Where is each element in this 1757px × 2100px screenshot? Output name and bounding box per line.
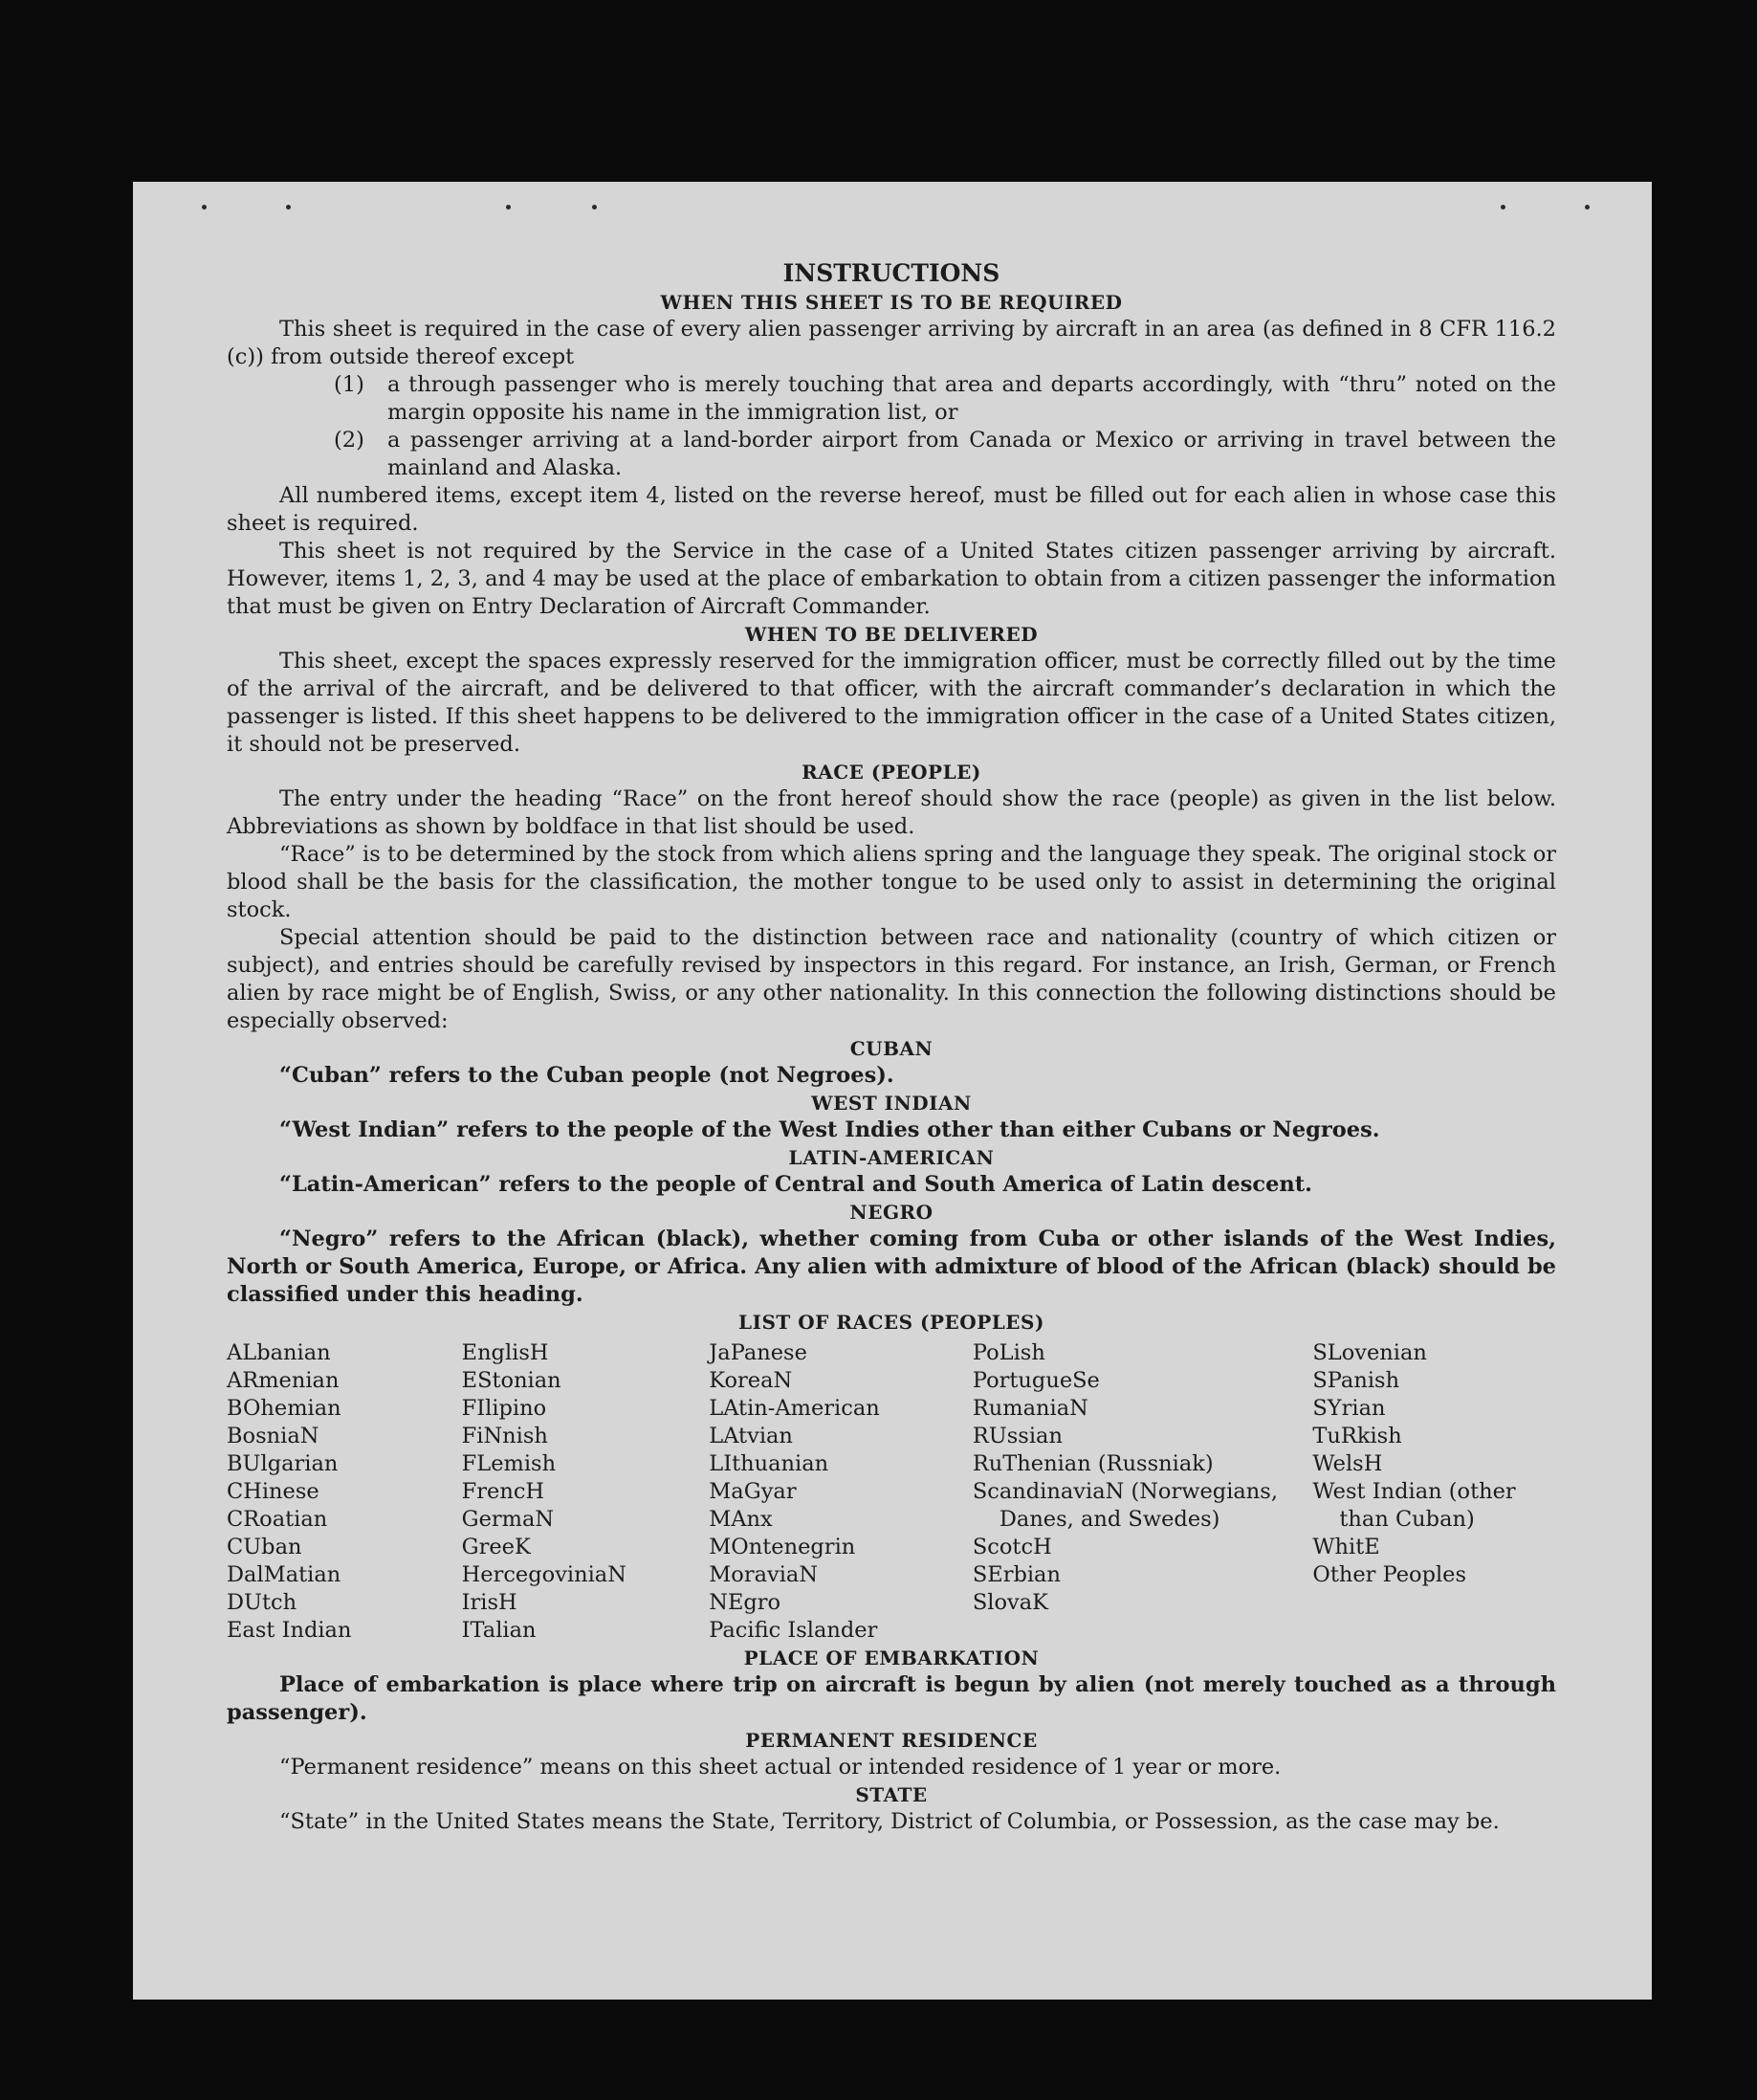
race-item: RUssian	[972, 1424, 1063, 1448]
race-item: LAtvian	[709, 1424, 793, 1448]
punch-hole-dot	[1585, 205, 1590, 210]
paragraph: The entry under the heading “Race” on the front hereof should show the race (people) as given in the list below. Abbreviations as shown by boldface in that list should be used.	[227, 786, 1556, 839]
race-item: MOntenegrin	[709, 1535, 856, 1559]
race-item: CRoatian	[227, 1507, 328, 1532]
race-item: GreeK	[461, 1535, 531, 1559]
list-item	[227, 371, 1556, 427]
race-item: West Indian (other than Cuban)	[1312, 1479, 1516, 1532]
race-item: BOhemian	[227, 1396, 341, 1421]
race-item: FiNnish	[461, 1424, 548, 1448]
race-item: SPanish	[1312, 1368, 1400, 1393]
section-heading-race: RACE (PEOPLE)	[802, 761, 981, 784]
race-item: PortugueSe	[972, 1368, 1100, 1393]
paragraph: “Race” is to be determined by the stock from which aliens spring and the language they speak. The original stock or blood shall be the basis for the classification, the mother tongue to be used only to assist in determining the original stock.	[227, 842, 1556, 922]
race-item: SLovenian	[1312, 1340, 1427, 1365]
paragraph: “State” in the United States means the State, Territory, District of Columbia, or Possession, as the case may be.	[279, 1809, 1500, 1834]
race-item: ALbanian	[227, 1340, 331, 1365]
race-item: ScandinaviaN (Norwegians, Danes, and Swedes)	[972, 1479, 1278, 1532]
paragraph: “Cuban” refers to the Cuban people (not Negroes).	[279, 1063, 894, 1088]
race-item: RumaniaN	[972, 1396, 1088, 1421]
race-item: FLemish	[461, 1451, 557, 1476]
race-item: WelsH	[1312, 1451, 1383, 1476]
race-item: GermaN	[461, 1507, 555, 1532]
punch-hole-dot	[1501, 205, 1505, 210]
paragraph: “Permanent residence” means on this sheet actual or intended residence of 1 year or more.	[279, 1755, 1282, 1779]
race-item: KoreaN	[709, 1368, 793, 1393]
list-item-text: a passenger arriving at a land-border airport from Canada or Mexico or arriving in travel between the mainland and Alaska.	[387, 428, 1556, 480]
race-item: JaPanese	[709, 1340, 807, 1365]
section-heading-when-delivered: WHEN TO BE DELIVERED	[744, 623, 1039, 646]
punch-hole-dot	[202, 205, 207, 210]
race-item: Pacific Islander	[709, 1618, 878, 1643]
races-column	[1312, 1339, 1556, 1645]
race-item: SYrian	[1312, 1396, 1386, 1421]
page-title: INSTRUCTIONS	[782, 259, 1000, 287]
section-heading-list-of-races: LIST OF RACES (PEOPLES)	[738, 1311, 1044, 1334]
races-list	[227, 1339, 1556, 1645]
punch-hole-dot	[506, 205, 511, 210]
paragraph: “West Indian” refers to the people of the West Indies other than either Cubans or Negroes.	[279, 1117, 1380, 1142]
paragraph: “Negro” refers to the African (black), whether coming from Cuba or other islands of the West Indies, North or South America, Europe, or Africa. Any alien with admixture of blood of the African (black) should be classified under this heading.	[227, 1227, 1556, 1307]
list-item	[227, 427, 1556, 482]
race-item: ScotcH	[972, 1535, 1052, 1559]
race-item: RuThenian (Russniak)	[972, 1451, 1214, 1476]
race-item: FIlipino	[461, 1396, 547, 1421]
race-item: Other Peoples	[1312, 1562, 1467, 1587]
section-heading-when-required: WHEN THIS SHEET IS TO BE REQUIRED	[660, 291, 1123, 314]
section-heading-west-indian: WEST INDIAN	[811, 1092, 972, 1115]
race-item: SlovaK	[972, 1590, 1048, 1615]
race-item: FrencH	[461, 1479, 545, 1504]
races-column	[709, 1339, 973, 1645]
race-item: LIthuanian	[709, 1451, 829, 1476]
race-item: TuRkish	[1312, 1424, 1402, 1448]
race-item: BosniaN	[227, 1424, 319, 1448]
paragraph: Special attention should be paid to the distinction between race and nationality (country of which citizen or subject), and entries should be carefully revised by inspectors in this regard. For instance, an Irish, German, or French alien by race might be of English, Swiss, or any other nationality. In this connection the following distinctions should be especially observed:	[227, 925, 1556, 1033]
section-heading-cuban: CUBAN	[849, 1037, 933, 1060]
instruction-sheet	[133, 182, 1652, 2000]
list-item-text: a through passenger who is merely touching that area and departs accordingly, with “thru” noted on the margin opposite his name in the immigration list, or	[387, 372, 1556, 425]
race-item: EStonian	[461, 1368, 561, 1393]
list-item-number: (2)	[334, 428, 364, 453]
races-column	[973, 1339, 1313, 1645]
section-heading-state: STATE	[855, 1783, 928, 1806]
section-heading-negro: NEGRO	[849, 1201, 933, 1224]
race-item: CHinese	[227, 1479, 319, 1504]
paragraph: Place of embarkation is place where trip on aircraft is begun by alien (not merely touched as a through passenger).	[227, 1672, 1556, 1725]
race-item: East Indian	[227, 1618, 352, 1643]
races-column	[227, 1339, 462, 1645]
list-item-number: (1)	[334, 372, 364, 397]
race-item: DUtch	[227, 1590, 297, 1615]
race-item: NEgro	[709, 1590, 781, 1615]
race-item: ITalian	[461, 1618, 537, 1643]
paragraph: “Latin-American” refers to the people of Central and South America of Latin descent.	[279, 1172, 1312, 1197]
race-item: MaGyar	[709, 1479, 797, 1504]
race-item: LAtin-American	[709, 1396, 880, 1421]
race-item: MoraviaN	[709, 1562, 819, 1587]
section-heading-embarkation: PLACE OF EMBARKATION	[743, 1647, 1040, 1669]
race-item: EnglisH	[461, 1340, 549, 1365]
paragraph: This sheet, except the spaces expressly reserved for the immigration officer, must be correctly filled out by the time of the arrival of the aircraft, and be delivered to that officer, with the aircraft commander’s declaration in which the passenger is listed. If this sheet happens to be delivered to the immigration officer in the case of a United States citizen, it should not be preserved.	[227, 649, 1556, 757]
race-item: WhitE	[1312, 1535, 1380, 1559]
punch-hole-dot	[592, 205, 597, 210]
race-item: CUban	[227, 1535, 302, 1559]
race-item: IrisH	[461, 1590, 517, 1615]
section-heading-permanent-residence: PERMANENT RESIDENCE	[745, 1729, 1038, 1752]
paragraph: This sheet is required in the case of every alien passenger arriving by aircraft in an area (as defined in 8 CFR 116.2 (c)) from outside thereof except	[227, 317, 1556, 369]
races-column	[462, 1339, 710, 1645]
race-item: BUlgarian	[227, 1451, 339, 1476]
race-item: ARmenian	[227, 1368, 340, 1393]
punch-hole-dot	[286, 205, 291, 210]
race-item: HercegoviniaN	[461, 1562, 626, 1587]
race-item: PoLish	[972, 1340, 1045, 1365]
paragraph: All numbered items, except item 4, listed on the reverse hereof, must be filled out for each alien in whose case this sheet is required.	[227, 483, 1556, 536]
section-heading-latin-american: LATIN-AMERICAN	[788, 1146, 995, 1169]
race-item: MAnx	[709, 1507, 773, 1532]
race-item: DalMatian	[227, 1562, 341, 1587]
paragraph: This sheet is not required by the Service in the case of a United States citizen passenger arriving by aircraft. However, items 1, 2, 3, and 4 may be used at the place of embarkation to obtain from a citizen passenger the information that must be given on Entry Declaration of Aircraft Commander.	[227, 539, 1556, 619]
race-item: SErbian	[972, 1562, 1061, 1587]
